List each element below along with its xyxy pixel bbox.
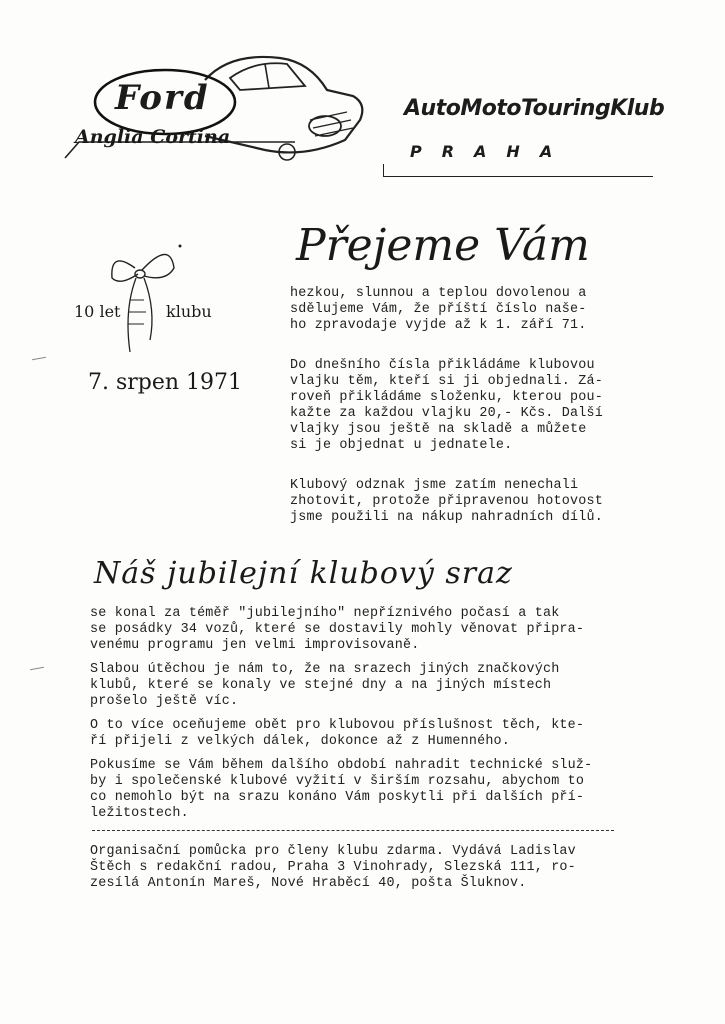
margin-mark: [32, 357, 46, 360]
club-city: PRAHA: [410, 142, 573, 161]
club-name: AutoMotoTouringKlub: [404, 96, 665, 121]
meeting-paragraph: Slabou útěchou je nám to, že na srazech jiných značkových klubů, které se konaly ve stejné dny a na jiných místech prošelo ještě víc.: [90, 662, 560, 709]
footer-text: [90, 844, 720, 892]
header-rule-tick: [383, 164, 384, 176]
ford-logo: [55, 40, 375, 180]
margin-mark: [30, 667, 44, 670]
meeting-paragraph: se konal za téměř "jubilejního" nepříznivého počasí a tak se posádky 34 vozů, které se dostavily mohly věnovat připra- venému programu jen velmi improvisovaně.: [90, 606, 585, 653]
greeting-body: [290, 286, 720, 526]
meeting-heading: Náš jubilejní klubový sraz: [94, 556, 513, 591]
meeting-body: [90, 606, 720, 822]
greeting-paragraph: Klubový odznak jsme zatím nenechali zhotovit, protože připravenou hotovost jsme použili na nákup nahradních dílů.: [290, 478, 603, 525]
header-rule: [383, 176, 653, 177]
greeting-heading: Přejeme Vám: [296, 220, 590, 271]
greeting-paragraph: hezkou, slunnou a teplou dovolenou a sdělujeme Vám, že příští číslo naše- ho zpravodaje vyjde až k 1. září 71.: [290, 286, 587, 333]
ribbon-years: 10 let: [74, 302, 121, 321]
footer-divider: [92, 830, 614, 831]
ford-wordmark: Ford: [115, 78, 210, 118]
footer-paragraph: Organisační pomůcka pro členy klubu zdarma. Vydává Ladislav Štěch s redakční radou, Praha 3 Vinohrady, Slezská 111, ro- zesílá Antonín Mareš, Nové Hraběcí 40, pošta Šluknov.: [90, 844, 576, 891]
meeting-paragraph: O to více oceňujeme obět pro klubovou příslušnost těch, kte- ří přijeli z velkých dálek, dokonce až z Humenného.: [90, 718, 585, 749]
greeting-paragraph: Do dnešního čísla přikládáme klubovou vlajku těm, kteří si ji objednali. Zá- roveň přikládáme složenku, kterou pou- kažte za každou vlajku 20,- Kčs. Další vlajky jsou ještě na skladě a můžete si je objednat u jednatele.: [290, 358, 603, 453]
model-names: Anglia Cortina: [75, 126, 231, 148]
meeting-paragraph: Pokusíme se Vám během dalšího období nahradit technické služ- by i společenské klubové vyžití v širším rozsahu, abychom to co nemohlo být na srazu konáno Vám poskytli při dalších pří- ležitostech.: [90, 758, 593, 821]
ribbon-date: 7. srpen 1971: [88, 370, 243, 395]
ribbon-club: klubu: [166, 302, 212, 321]
ford-car-drawing: [55, 40, 375, 180]
